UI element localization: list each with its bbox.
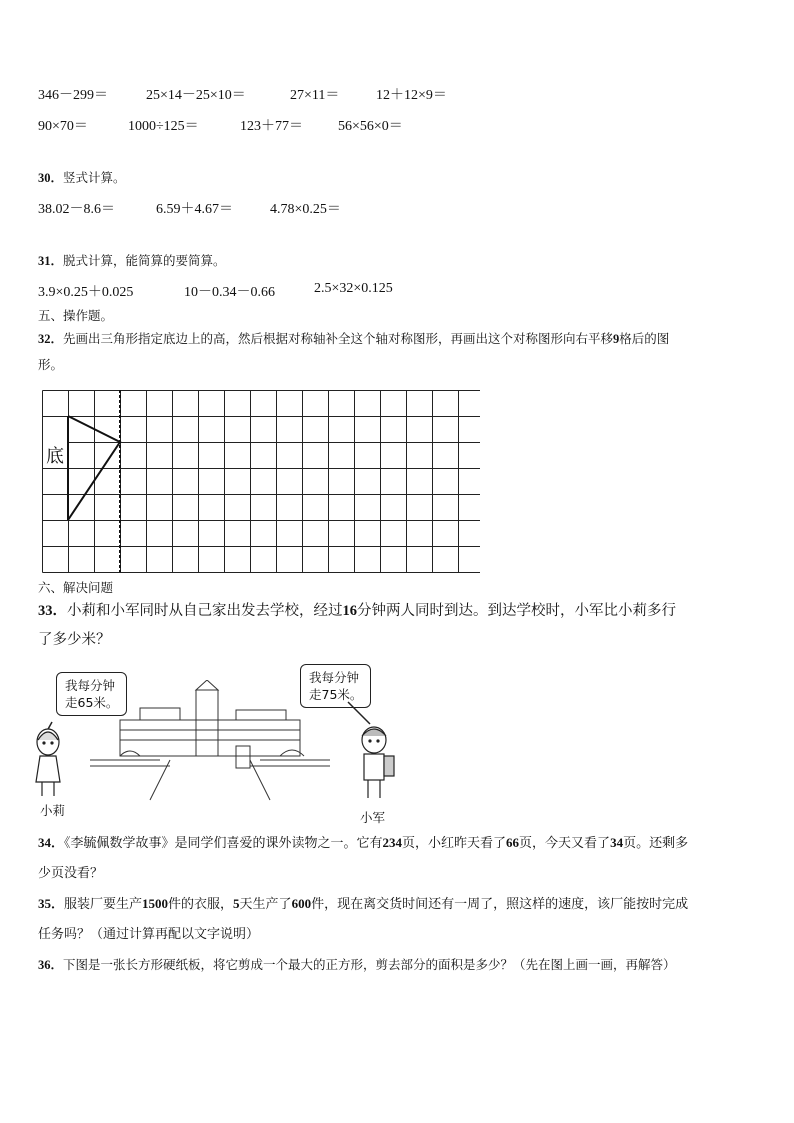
question-text: 页，小红昨天看了 <box>402 836 507 851</box>
question-number-value: 600 <box>291 896 312 911</box>
question-30 <box>38 168 126 186</box>
question-text: 页，今天又看了 <box>519 836 611 851</box>
character-name: 小莉 <box>40 803 66 818</box>
bubble-text: 我每分钟 <box>309 670 360 685</box>
girl-icon <box>36 729 60 796</box>
calc-expression: 346－299＝ <box>38 88 108 103</box>
question-number-value: 5 <box>233 896 240 911</box>
question-text: 少页没看？ <box>38 866 104 881</box>
question-number-value: 34 <box>610 835 624 850</box>
question-number: 33． <box>38 603 67 619</box>
boy-icon <box>362 727 394 798</box>
character-name: 小军 <box>360 810 386 825</box>
calc-expression: 25×14－25×10＝ <box>146 88 246 103</box>
bubble-text: 我每分钟 <box>65 678 116 693</box>
question-35 <box>38 889 760 950</box>
section-heading: 五、操作题。 <box>38 308 114 323</box>
question-text: 页。还剩多 <box>623 836 689 851</box>
grid-svg <box>42 390 480 574</box>
bubble-tail-icon <box>348 702 370 724</box>
question-number-value: 66 <box>506 835 520 850</box>
question-number: 30． <box>38 171 64 185</box>
grid-figure <box>42 390 480 578</box>
calc-expression: 56×56×0＝ <box>338 119 403 134</box>
calc-expression: 27×11＝ <box>290 88 340 103</box>
question-text: 了多少米？ <box>38 632 111 648</box>
question-text: 下图是一张长方形硬纸板，将它剪成一个最大的正方形，剪去部分的面积是多少？（先在图上画一画，再解答） <box>63 957 676 972</box>
question-text: 天生产了 <box>239 897 292 912</box>
question-text: 任务吗？（通过计算再配以文字说明） <box>38 927 260 942</box>
calc-expression: 3.9×0.25＋0.025 <box>38 285 134 300</box>
question-number-value: 9 <box>613 332 620 346</box>
calc-expression: 10－0.34－0.66 <box>184 285 275 300</box>
calc-expression: 38.02－8.6＝ <box>38 202 115 217</box>
question-number-value: 234 <box>382 835 403 850</box>
question-36 <box>38 952 768 978</box>
question-33 <box>38 597 760 655</box>
question-text: 分钟两人同时到达。到达学校时，小军比小莉多行 <box>357 603 676 619</box>
question-number: 36． <box>38 958 64 972</box>
school-building-icon <box>90 680 330 800</box>
calc-expression: 4.78×0.25＝ <box>270 202 341 217</box>
question-number: 34． <box>38 835 65 850</box>
bubble-text: 走75米。 <box>309 687 363 702</box>
question-text: 脱式计算，能简算的要简算。 <box>63 253 226 268</box>
question-text: 件，现在离交货时间还有一周了，照这样的速度，该厂能按时完成 <box>311 897 689 912</box>
question-34 <box>38 828 760 889</box>
base-label: 底 <box>46 446 64 467</box>
calc-expression: 12＋12×9＝ <box>376 88 447 103</box>
question-number: 32． <box>38 332 64 346</box>
calc-expression: 123＋77＝ <box>240 119 303 134</box>
calc-expression: 90×70＝ <box>38 119 88 134</box>
question-text: 先画出三角形指定底边上的高，然后根据对称轴补全这个轴对称图形，再画出这个对称图形向右平移 <box>63 331 614 346</box>
question-text: 竖式计算。 <box>63 170 126 185</box>
question-text: 《李毓佩数学故事》是同学们喜爱的课外读物之一。它有 <box>64 836 383 851</box>
question-text: 格后的图 <box>619 331 670 346</box>
question-number-value: 16 <box>342 603 357 619</box>
question-32 <box>38 326 758 378</box>
question-text: 小莉和小军同时从自己家出发去学校，经过 <box>67 603 343 619</box>
question-text: 服装厂要生产 <box>64 897 143 912</box>
question-text: 形。 <box>38 357 64 372</box>
question-number-value: 1500 <box>142 896 169 911</box>
question-number: 31． <box>38 254 64 268</box>
question-number: 35． <box>38 896 65 911</box>
school-illustration <box>30 680 420 810</box>
bubble-text: 走65米。 <box>65 695 119 710</box>
calc-expression: 1000÷125＝ <box>128 119 199 134</box>
question-31 <box>38 251 226 269</box>
calc-expression: 6.59＋4.67＝ <box>156 202 233 217</box>
calc-expression: 2.5×32×0.125 <box>314 281 393 296</box>
section-heading: 六、解决问题 <box>38 580 114 595</box>
question-text: 件的衣服， <box>168 897 234 912</box>
